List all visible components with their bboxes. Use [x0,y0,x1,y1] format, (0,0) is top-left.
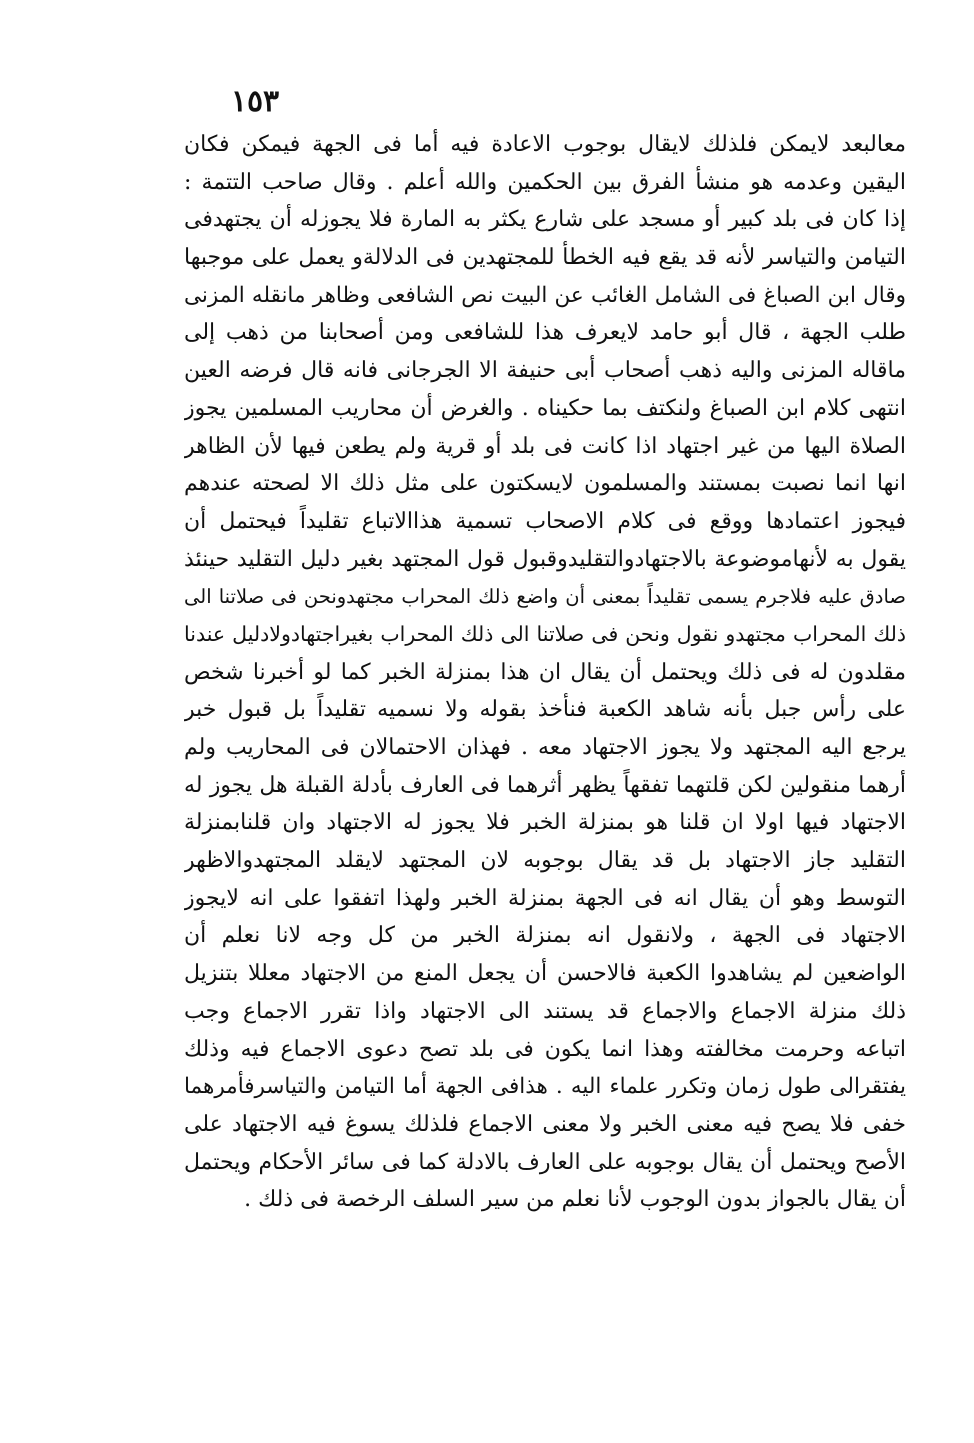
text-line: يرجع اليه المجتهد ولا يجوز الاجتهاد معه . فهذان الاحتمالان فى المحاريب ولم [184,735,906,760]
text-line: انتهى كلام ابن الصباغ ولنكتف بما حكيناه . والغرض أن محاريب المسلمين يجوز [184,395,906,421]
text-line: الواضعين لم يشاهدوا الكعبة فالاحسن أن يجعل المنع من الاجتهاد معللا بتنزيل [184,961,906,987]
text-line: انها انما نصبت بمستند والمسلمون لايسكتون على مثل ذلك الا لصحته عندهم [184,471,906,497]
text-line: ذلك منزلة الاجماع والاجماع قد يستند الى الاجتهاد واذا تقرر الاجماع وجب [184,998,906,1024]
text-line: أرهما منقولين لكن قلتهما تفقهاً يظهر أثرهما فى العارف بأدلة القبلة هل يجوز له [184,772,906,798]
text-line: اتباعه وحرمت مخالفته وهذا انما يكون فى بلد تصح دعوى الاجماع فيه وذلك [184,1036,906,1062]
text-line: التوسط وهو أن يقال انه فى الجهة بمنزلة الخبر ولهذا اتفقوا على انه لايجوز [184,885,906,911]
text-line: يفتقرالى طول زمان وتكرر علماء اليه . هذافى الجهة أما التيامن والتياسرفأمرهما [184,1074,906,1100]
text-line: التيامن والتياسر لأنه قد يقع فيه الخطأ للمجتهدين فى الدلالةو يعمل على موجبها [184,245,906,271]
text-line: صادق عليه فلاجرم يسمى تقليداً بمعنى أن واضع ذلك المحراب مجتهدونحن فى صلاتنا الى [184,585,906,609]
text-line: الأصح ويحتمل أن يقال بوجوبه على العارف بالادلة كما فى سائر الأحكام ويحتمل [184,1149,906,1175]
text-line: معالبعد لايمكن فلذلك لايقال بوجوب الاعادة فيه أما فى الجهة فيمكن فكان [184,132,906,157]
text-line: الاجتهاد فى الجهة ، ولانقول انه بمنزلة الخبر من كل وجه لانا نعلم أن [184,923,906,949]
body-text [184,126,906,1219]
text-line: ذلك المحراب مجتهدو نقول ونحن فى صلاتنا الى ذلك المحراب بغيراجتهادولادليل عندنا [184,621,906,646]
text-line: مقلدون له فى ذلك ويحتمل أن يقال ان هذا بمنزلة الخبر كما لو أخبرنا شخص [184,659,906,685]
page-number: ١٥٣ [230,84,280,119]
text-line: اليقين وعدمه هو منشأ الفرق بين الحكمين والله أعلم . وقال صاحب التتمة : [184,169,906,195]
text-line: التقليد جاز الاجتهاد بل قد يقال بوجوبه لان المجتهد لايقلد المجتهدوالاظهر [184,848,906,874]
text-line: يقول به لأنهاموضوعة بالاجتهادوالتقليدوقبول قول المجتهد بغير دليل التقليد حينئذ [184,546,906,572]
text-line: طلب الجهة ، قال أبو حامد لايعرف هذا للشافعى ومن أصحابنا من ذهب إلى [184,320,906,346]
text-line: الاجتهاد فيها اولا ان قلنا هو بمنزلة الخبر فلا يجوز له الاجتهاد وان قلنابمنزلة [184,810,906,836]
text-line: وقال ابن الصباغ فى الشامل الغائب عن البيت نص الشافعى وظاهر مانقله المزنى [184,282,906,308]
text-line: الصلاة اليها من غير اجتهاد اذا كانت فى بلد أو قرية ولم يطعن فيها لأن الظاهر [184,433,906,459]
text-line: على رأس جبل بأنه شاهد الكعبة فنأخذ بقوله ولا نسميه تقليداً بل قبول خبر [184,697,906,723]
text-line: أن يقال بالجواز بدون الوجوب لأنا نعلم من سير السلف الرخصة فى ذلك . [244,1187,906,1213]
text-line: فيجوز اعتمادها ووقع فى كلام الاصحاب تسمية هذاالاتباع تقليداً فيحتمل أن [184,508,906,534]
text-line: خفى فلا يصح فيه معنى الخبر ولا معنى الاجماع فلذلك يسوغ فيه الاجتهاد على [184,1111,906,1137]
text-line: ماقاله المزنى واليه ذهب أصحاب أبى حنيفة الا الجرجانى فانه قال فرضه العين [184,358,906,384]
text-line: إذا كان فى بلد كبير أو مسجد على شارع يكثر به المارة فلا يجوزله أن يجتهدفى [184,207,906,233]
